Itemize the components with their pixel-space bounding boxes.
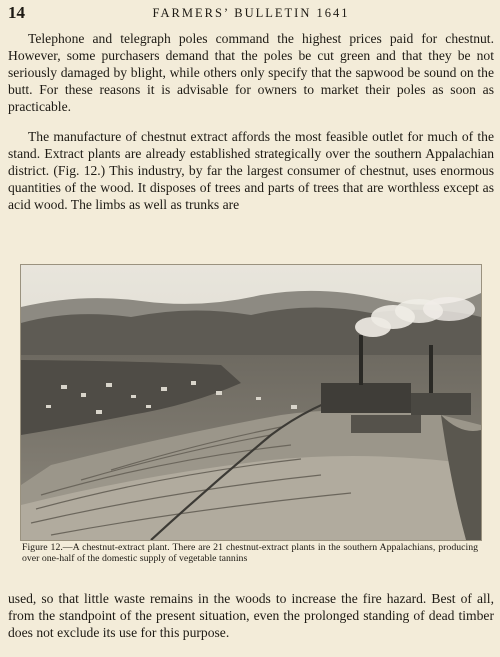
page-number: 14 [8,3,25,22]
paragraph-chestnut-extract [8,128,494,213]
figure-caption: Figure 12.—A chestnut-extract plant. There are 21 chestnut-extract plants in the southern Appalachians, producing over one-half of the domestic supply of vegetable tannins [22,542,478,565]
running-head: FARMERS’ BULLETIN 1641 [152,6,350,20]
paragraph-text: Telephone and telegraph poles command the highest prices paid for chestnut. However, some purchasers demand that the poles be cut green and that they be not seriously damaged by blight, while others only specify that the sapwood be sound on the butt. For these reasons it is advisable for owners to market their poles as soon as practicable. [8,31,494,115]
paragraph-text: used, so that little waste remains in the woods to increase the fire hazard. Best of all, from the standpoint of the present situation, even the prolonged standing of dead timber does not exclude its use for this purpose. [8,591,494,641]
paragraph-continued [8,590,494,641]
paragraph-text: The manufacture of chestnut extract affords the most feasible outlet for much of the stand. Extract plants are already established strategically over the southern Appalachian district. (Fig. 12.) This industry, by far the largest consumer of chestnut, uses enormous quantities of the wood. It disposes of trees and parts of trees that are worthless except as acid wood. The limbs as well as trunks are [8,129,494,213]
figure-photograph [20,264,482,541]
page-header [8,2,494,24]
paragraph-telephone-poles [8,30,494,115]
photo-chestnut-extract-plant [21,265,481,540]
